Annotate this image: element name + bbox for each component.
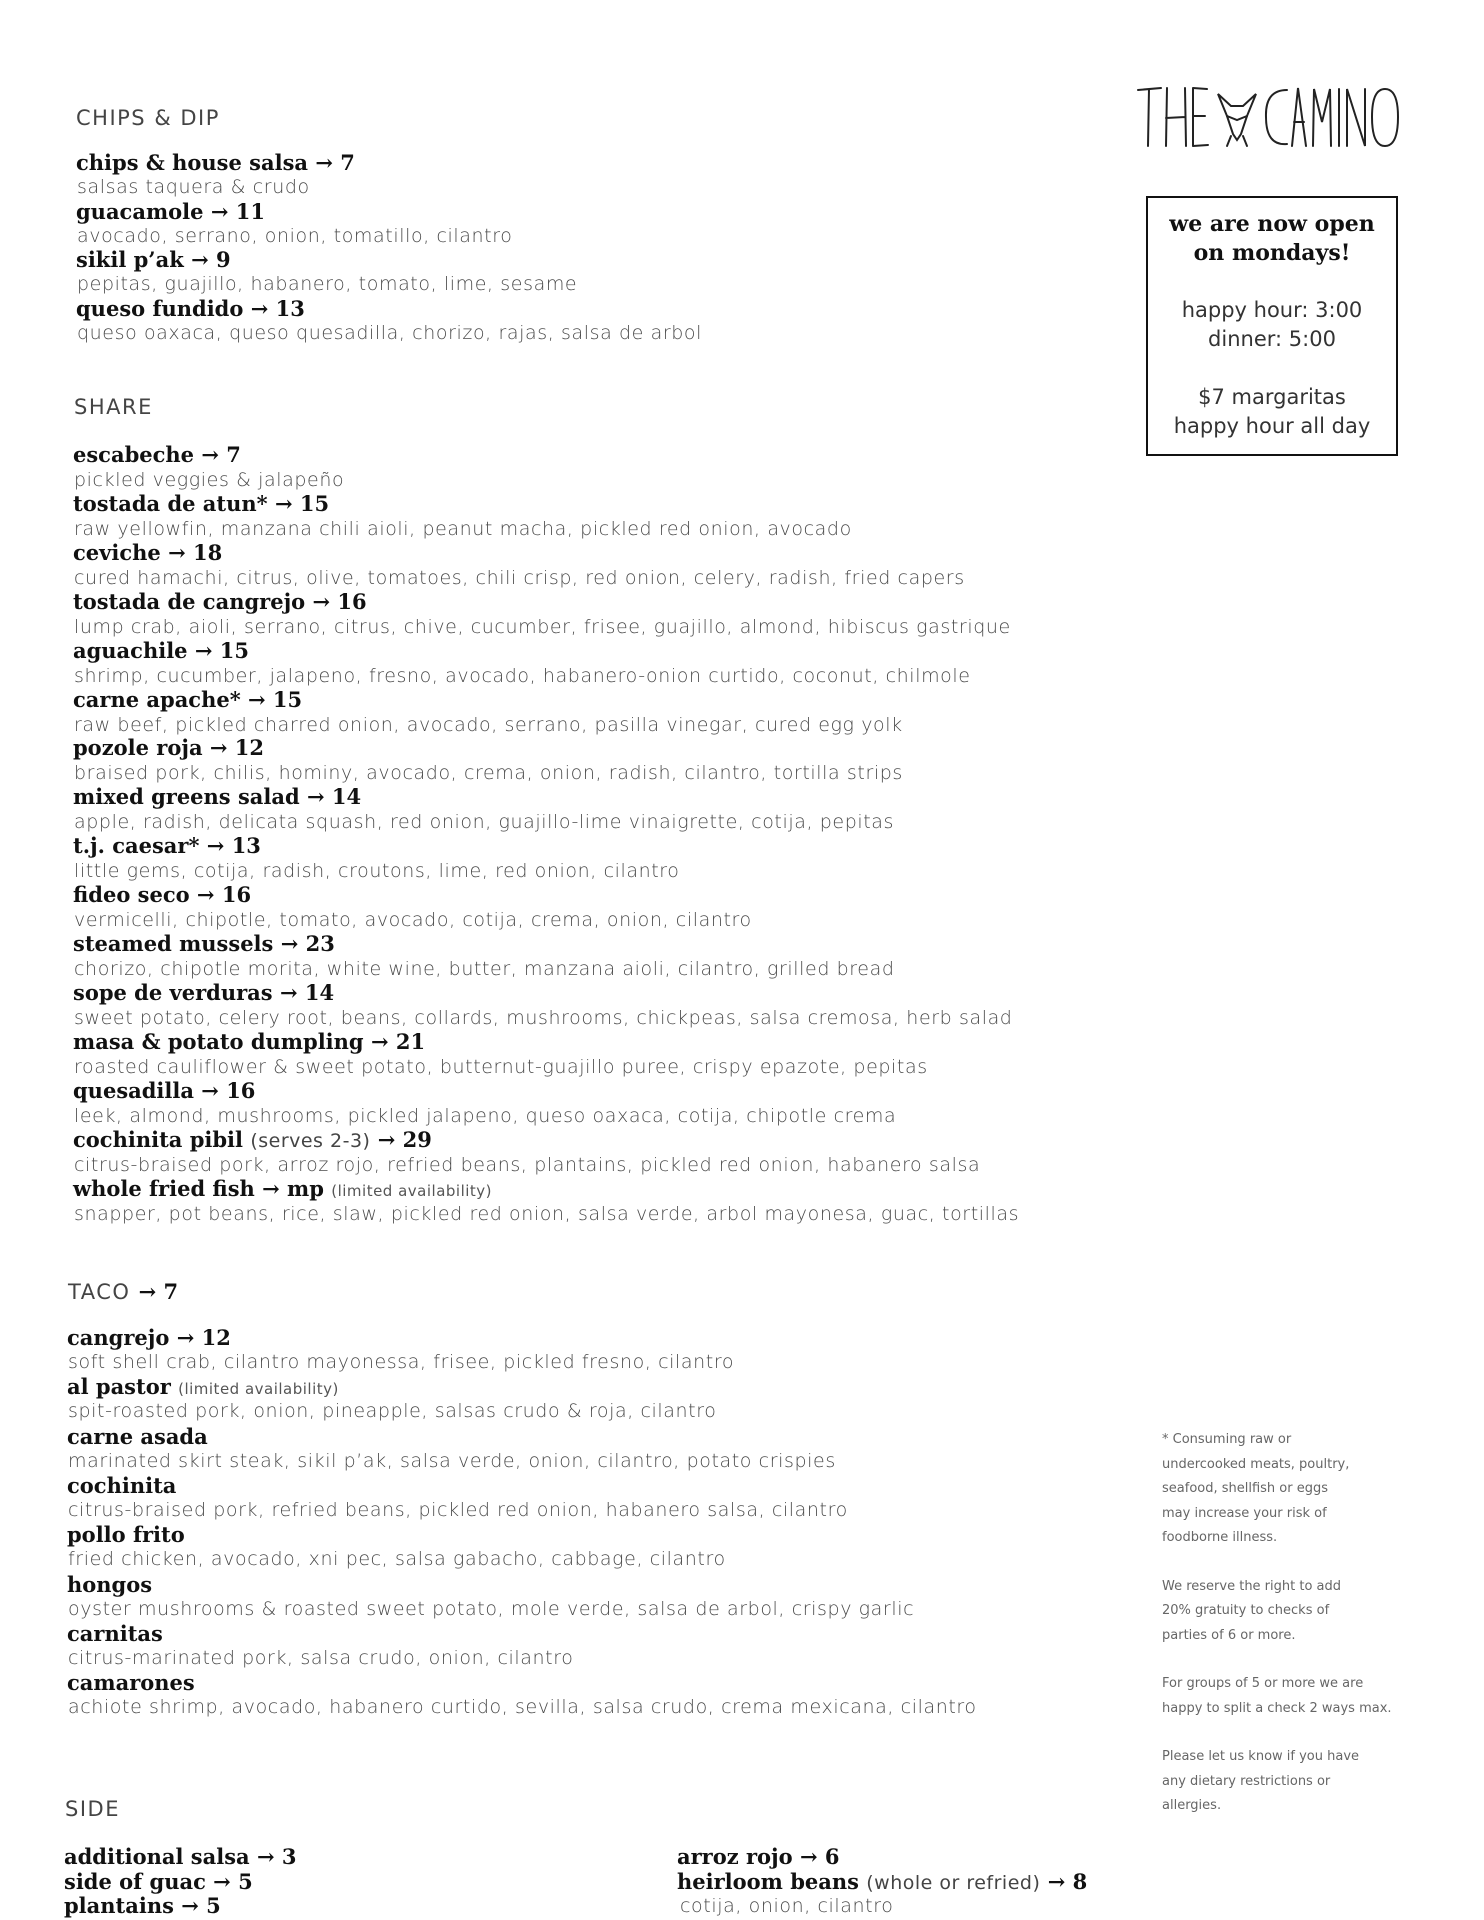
item-title: tostada de cangrejo (73, 588, 306, 614)
item-title: heirloom beans (677, 1868, 859, 1894)
item-price: → 14 (279, 979, 335, 1005)
item-price: → 29 (377, 1126, 432, 1152)
menu-item-description: spit-roasted pork, onion, pineapple, salsas crudo & roja, cilantro (68, 1400, 717, 1423)
item-price: → 16 (201, 1077, 256, 1103)
item-title: escabeche (73, 442, 195, 467)
item-title: aguachile (73, 637, 188, 663)
item-title: carne asada (67, 1423, 208, 1449)
menu-item-name (73, 1079, 255, 1103)
menu-item-description: cured hamachi, citrus, olive, tomatoes, chili crisp, red onion, celery, radish, fried capers (74, 566, 965, 589)
item-title: mixed greens salad (73, 784, 300, 810)
menu-item-name (73, 736, 264, 760)
item-title: arroz rojo (677, 1844, 793, 1869)
menu-item-name (73, 981, 334, 1005)
item-title: quesadilla (73, 1077, 194, 1103)
side-item-name (64, 1870, 253, 1894)
menu-item-name (73, 590, 367, 614)
section-title-taco (68, 1279, 178, 1304)
menu-item-description: lump crab, aioli, serrano, citrus, chive, cucumber, frisee, guajillo, almond, hibiscus gastrique (74, 615, 1011, 638)
split-check-note: For groups of 5 or more we are happy to split a check 2 ways max. (1162, 1676, 1392, 1716)
menu-item-description: roasted cauliflower & sweet potato, butternut-guajillo puree, crispy epazote, pepitas (74, 1055, 928, 1078)
item-title: carnitas (67, 1620, 163, 1646)
item-price: → 21 (370, 1028, 426, 1054)
menu-item-description: avocado, serrano, onion, tomatillo, cilantro (77, 224, 513, 247)
item-title: plantains (64, 1893, 174, 1918)
section-title-share: SHARE (74, 395, 153, 419)
item-price: → 5 (213, 1868, 253, 1894)
item-note: (limited availability) (331, 1181, 493, 1200)
item-price: → 9 (191, 247, 231, 272)
menu-item-name (73, 785, 361, 809)
menu-item-description: braised pork, chilis, hominy, avocado, crema, onion, radish, cilantro, tortilla strips (74, 762, 903, 785)
item-price: → 15 (194, 637, 249, 663)
menu-item-name (73, 1128, 432, 1153)
item-price: → 13 (206, 833, 261, 859)
menu-item-name (67, 1474, 176, 1498)
item-title: pozole roja (73, 735, 203, 761)
menu-item-description: little gems, cotija, radish, croutons, lime, red onion, cilantro (74, 860, 680, 883)
item-price: → 15 (248, 686, 303, 712)
item-title: camarones (67, 1670, 195, 1696)
menu-item-description: apple, radish, delicata squash, red onion, guajillo-lime vinaigrette, cotija, pepitas (74, 811, 895, 834)
menu-item-name (73, 541, 222, 565)
item-note: (limited availability) (178, 1380, 339, 1399)
menu-item-description: salsas taquera & crudo (77, 176, 310, 198)
menu-item-name (73, 1030, 425, 1054)
item-title: steamed mussels (73, 931, 274, 956)
menu-item-description: citrus-braised pork, arroz rojo, refried beans, plantains, pickled red onion, habanero salsa (74, 1153, 981, 1176)
menu-item-name (67, 1425, 208, 1449)
item-title: masa & potato dumpling (73, 1028, 364, 1054)
menu-item-description: raw beef, pickled charred onion, avocado, serrano, pasilla vinegar, cured egg yolk (74, 713, 903, 736)
item-title: sope de verduras (73, 979, 273, 1005)
menu-item-description: snapper, pot beans, rice, slaw, pickled red onion, salsa verde, arbol mayonesa, guac, tortillas (74, 1202, 1020, 1225)
item-title: additional salsa (64, 1844, 250, 1869)
item-title: cangrejo (67, 1325, 170, 1350)
menu-item-description: achiote shrimp, avocado, habanero curtido, sevilla, salsa crudo, crema mexicana, cilantro (68, 1696, 977, 1719)
menu-item-name (76, 200, 265, 224)
menu-item-name (67, 1671, 195, 1695)
dinner-time: dinner: 5:00 (1208, 327, 1336, 351)
item-title: ceviche (73, 539, 161, 565)
menu-item-name (73, 932, 335, 956)
promo-headline (1148, 210, 1396, 268)
item-note: (serves 2-3) (250, 1129, 371, 1152)
menu-item-name (76, 151, 355, 175)
menu-item-name (73, 883, 251, 907)
restaurant-logo (1135, 82, 1405, 157)
happy-hour-all-day: happy hour all day (1173, 414, 1371, 438)
item-price: → 15 (274, 490, 330, 516)
happy-hour-time: happy hour: 3:00 (1181, 298, 1363, 322)
menu-item-description: pepitas, guajillo, habanero, tomato, lime, sesame (77, 273, 578, 295)
menu-item-description: leek, almond, mushrooms, pickled jalapeno, queso oaxaca, cotija, chipotle crema (74, 1104, 897, 1127)
menu-item-name (76, 297, 305, 321)
item-title: al pastor (67, 1374, 171, 1400)
item-title: side of guac (64, 1868, 206, 1894)
menu-item-name (73, 639, 249, 663)
section-title-side: SIDE (65, 1797, 120, 1821)
item-price: → 16 (312, 588, 367, 614)
side-item-description: cotija, onion, cilantro (680, 1894, 894, 1917)
menu-item-name (73, 688, 302, 712)
menu-item-description: chorizo, chipotle morita, white wine, butter, manzana aioli, cilantro, grilled bread (74, 958, 895, 980)
menu-item-description: soft shell crab, cilantro mayonessa, frisee, pickled fresno, cilantro (68, 1351, 735, 1373)
item-price: → 7 (201, 442, 241, 467)
promo-headline-line-2: on mondays! (1193, 240, 1351, 266)
item-title: chips & house salsa (76, 150, 308, 175)
menu-item-name (67, 1326, 231, 1350)
promo-box (1146, 196, 1398, 456)
section-title-chips-dip: CHIPS & DIP (76, 106, 220, 130)
menu-item-name (76, 248, 231, 272)
item-title: fideo seco (73, 882, 190, 908)
item-price: → 8 (1047, 1868, 1088, 1894)
item-price: → 12 (176, 1325, 231, 1350)
taco-base-price: → 7 (138, 1279, 179, 1304)
item-title: hongos (67, 1571, 153, 1597)
menu-item-name (73, 834, 261, 858)
item-price: → 14 (306, 784, 362, 810)
menu-item-name (67, 1622, 163, 1646)
item-price: → 12 (209, 735, 265, 761)
menu-item-description: queso oaxaca, queso quesadilla, chorizo, rajas, salsa de arbol (77, 321, 703, 344)
item-title: cochinita pibil (73, 1126, 243, 1152)
menu-item-description: marinated skirt steak, sikil p’ak, salsa verde, onion, cilantro, potato crispies (68, 1449, 836, 1472)
item-title: whole fried fish (73, 1175, 255, 1201)
menu-item-description: raw yellowfin, manzana chili aioli, peanut macha, pickled red onion, avocado (74, 517, 852, 540)
menu-item-description: sweet potato, celery root, beans, collards, mushrooms, chickpeas, salsa cremosa, herb salad (74, 1006, 1013, 1029)
item-price: → 3 (256, 1844, 297, 1869)
item-title: carne apache* (73, 686, 241, 712)
menu-item-name (67, 1573, 152, 1597)
item-title: pollo frito (67, 1522, 185, 1548)
raw-food-warning: * Consuming raw or undercooked meats, poultry, seafood, shellfish or eggs may increase your risk of foodborne illness. (1162, 1432, 1350, 1545)
item-price: → 5 (181, 1893, 221, 1918)
side-item-name (677, 1845, 840, 1869)
promo-headline-line-1: we are now open (1169, 211, 1375, 237)
margarita-special: $7 margaritas (1198, 385, 1346, 409)
item-price: → 6 (799, 1844, 840, 1869)
dietary-note: Please let us know if you have any dietary restrictions or allergies. (1162, 1749, 1360, 1813)
item-title: tostada de atun* (73, 490, 268, 516)
item-title: guacamole (76, 198, 204, 224)
menu-item-description: pickled veggies & jalapeño (74, 469, 345, 491)
side-item-name (64, 1845, 296, 1869)
item-price: → 18 (168, 539, 223, 565)
item-title: cochinita (67, 1472, 177, 1498)
item-price: → 23 (280, 931, 335, 956)
item-price: → 11 (210, 198, 265, 224)
menu-item-description: fried chicken, avocado, xni pec, salsa gabacho, cabbage, cilantro (68, 1548, 726, 1571)
item-price: → 7 (315, 150, 355, 175)
item-price: → mp (262, 1175, 324, 1201)
camino-logo-icon (1135, 82, 1405, 157)
gratuity-note: We reserve the right to add 20% gratuity to checks of parties of 6 or more. (1162, 1578, 1342, 1643)
menu-item-description: oyster mushrooms & roasted sweet potato, mole verde, salsa de arbol, crispy garlic (68, 1597, 915, 1620)
menu-item-name (73, 443, 241, 467)
item-title: sikil p’ak (76, 247, 184, 272)
menu-item-name (73, 1177, 492, 1203)
menu-item-description: citrus-braised pork, refried beans, pickled red onion, habanero salsa, cilantro (68, 1498, 848, 1521)
item-note: (whole or refried) (866, 1871, 1041, 1894)
side-item-name (677, 1870, 1087, 1895)
disclaimer-notes (1162, 1428, 1422, 1843)
item-price: → 16 (196, 882, 252, 908)
menu-item-description: shrimp, cucumber, jalapeno, fresno, avocado, habanero-onion curtido, coconut, chilmole (74, 664, 971, 687)
menu-item-description: citrus-marinated pork, salsa crudo, onion, cilantro (68, 1646, 574, 1669)
item-title: t.j. caesar* (73, 833, 200, 859)
menu-item-name (67, 1375, 339, 1401)
side-item-name (64, 1894, 221, 1918)
item-price: → 13 (250, 295, 305, 321)
menu-item-name (73, 492, 329, 516)
item-title: queso fundido (76, 295, 244, 321)
taco-title-text: TACO (68, 1280, 131, 1304)
menu-item-name (67, 1523, 185, 1547)
menu-item-description: vermicelli, chipotle, tomato, avocado, cotija, crema, onion, cilantro (74, 909, 752, 932)
